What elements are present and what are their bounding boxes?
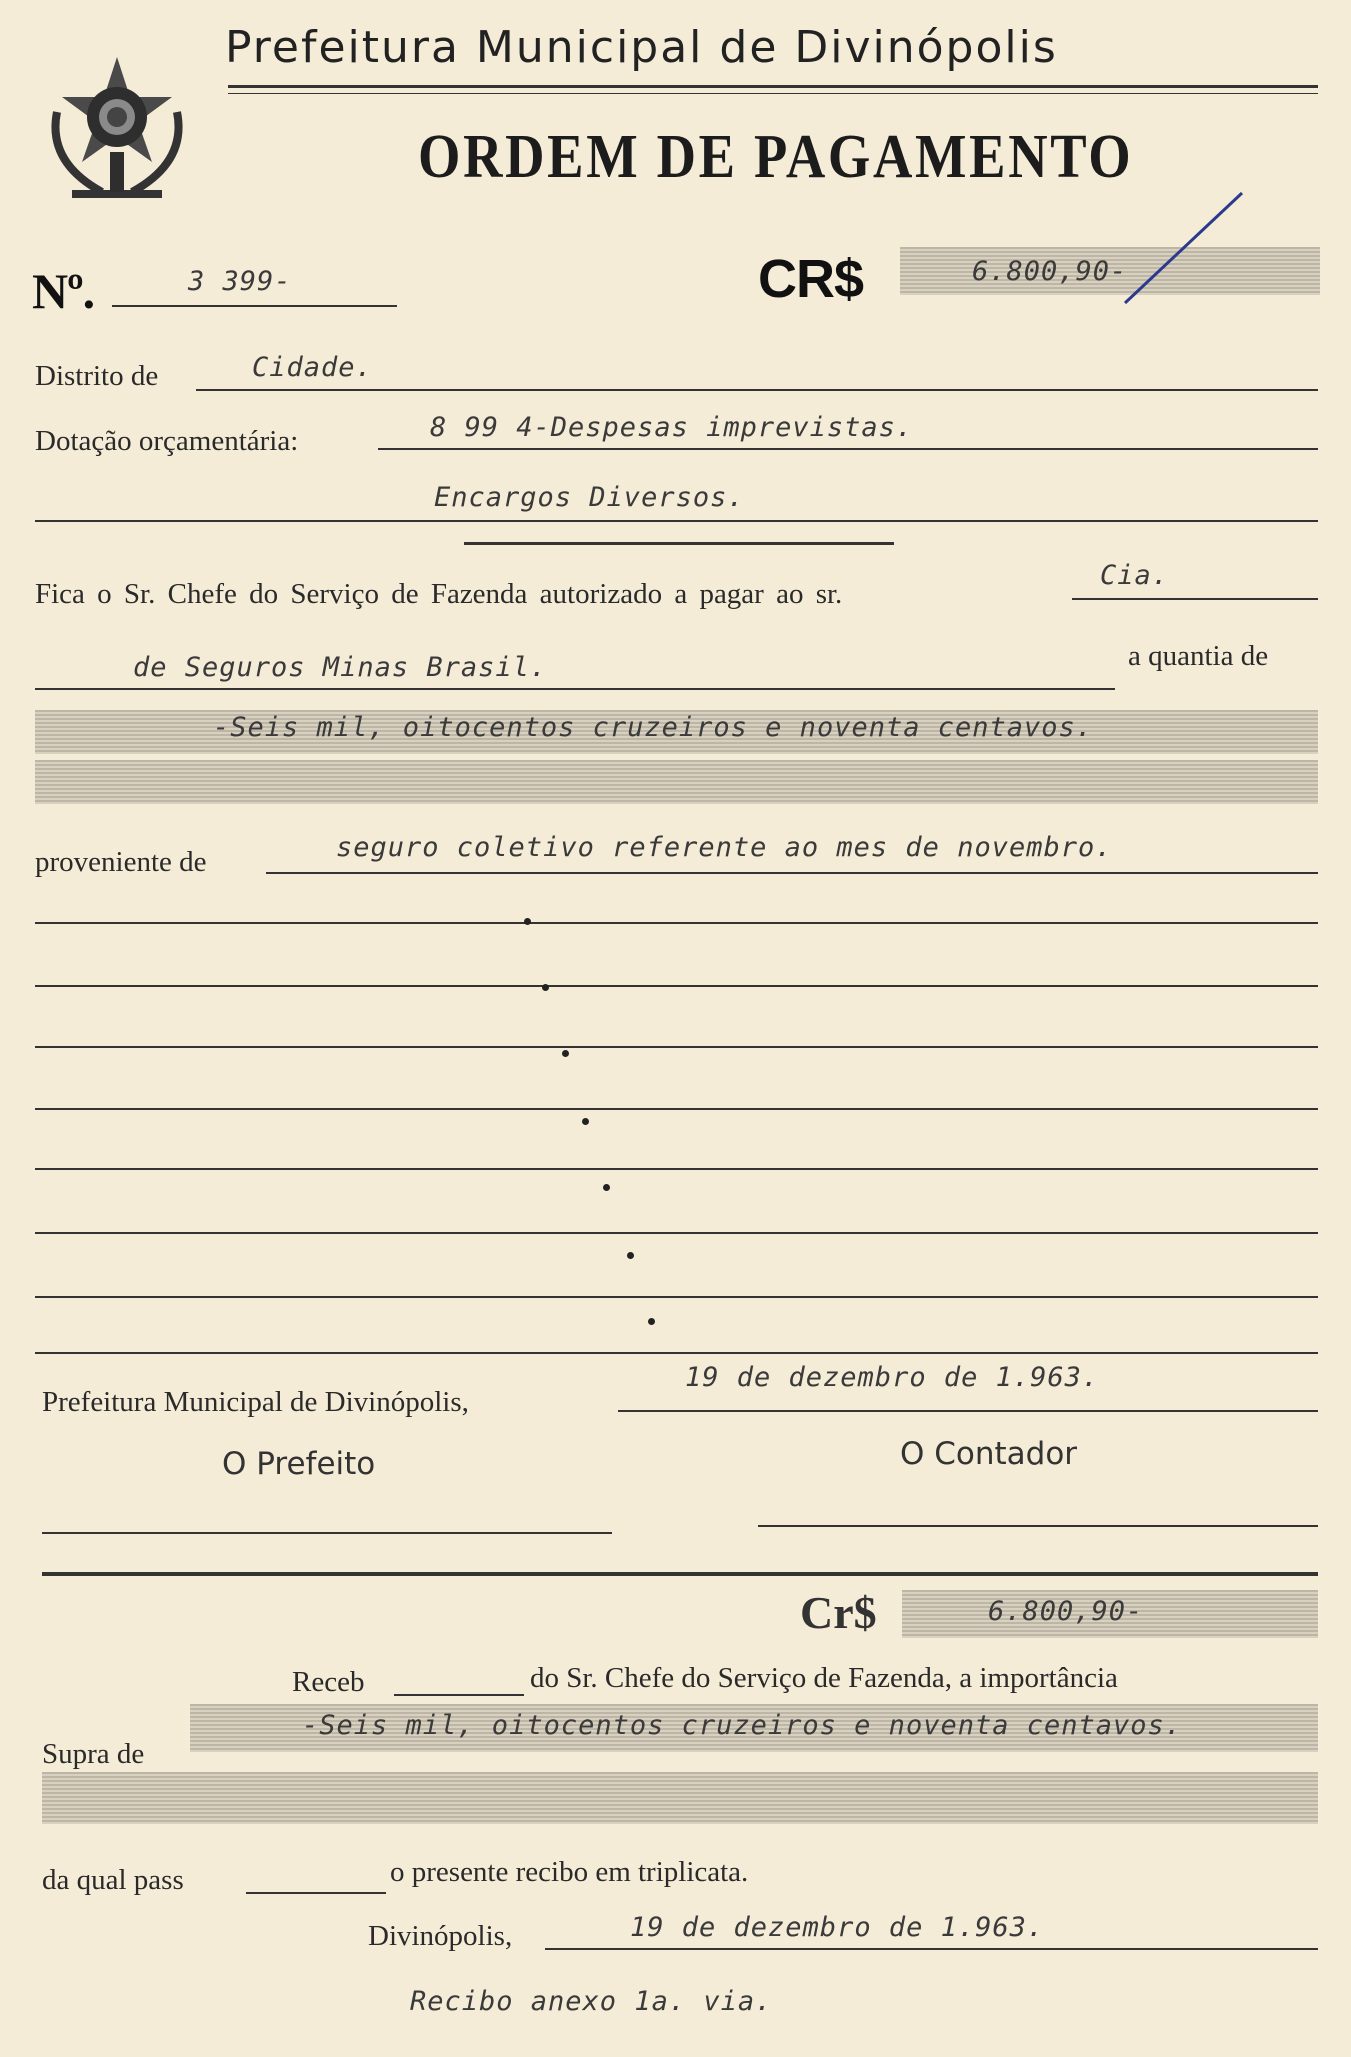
accountant-label: O Contador — [900, 1436, 1078, 1472]
blank-line-2 — [35, 985, 1318, 987]
receipt-amount-words: -Seis mil, oitocentos cruzeiros e noventa centavos. — [302, 1710, 1183, 1741]
strike-dot — [627, 1252, 634, 1259]
mayor-signature-line — [42, 1532, 612, 1534]
currency-label: CR$ — [758, 249, 864, 309]
coat-of-arms-icon — [42, 52, 192, 207]
municipality-header: Prefeitura Municipal de Divinópolis — [225, 22, 1058, 73]
order-number: 3 399- — [188, 266, 292, 297]
amount-words-band-2 — [35, 760, 1318, 804]
district-value: Cidade. — [252, 352, 373, 383]
number-label: Nº. — [32, 263, 95, 319]
accountant-signature-line — [758, 1525, 1318, 1527]
receipt-text: o presente recibo em triplicata. — [390, 1856, 749, 1888]
payee-part-1: Cia. — [1100, 560, 1170, 591]
qual-blank-line — [246, 1892, 386, 1894]
signature-date: 19 de dezembro de 1.963. — [685, 1362, 1100, 1393]
blank-line-7 — [35, 1296, 1318, 1298]
strike-dot — [582, 1118, 589, 1125]
signature-place: Prefeitura Municipal de Divinópolis, — [42, 1386, 469, 1418]
budget-label: Dotação orçamentária: — [35, 425, 299, 457]
strike-dot — [524, 918, 531, 925]
receipt-amount: 6.800,90- — [988, 1596, 1144, 1627]
receipt-words-band-2 — [42, 1772, 1318, 1824]
supra-label: Supra de — [42, 1738, 145, 1770]
order-amount: 6.800,90- — [972, 256, 1128, 287]
receipt-note: Recibo anexo 1a. via. — [410, 1986, 773, 2017]
budget-line-rule-1 — [378, 448, 1318, 450]
blank-line-5 — [35, 1168, 1318, 1170]
amount-label: a quantia de — [1128, 640, 1269, 672]
budget-line-2: Encargos Diversos. — [434, 482, 745, 513]
document-title: ORDEM DE PAGAMENTO — [418, 123, 1134, 191]
payee-part-2: de Seguros Minas Brasil. — [133, 652, 548, 683]
receipt-divider — [42, 1572, 1318, 1576]
strike-dot — [562, 1050, 569, 1057]
district-label: Distrito de — [35, 360, 159, 392]
number-line — [112, 305, 397, 307]
origin-line — [266, 872, 1318, 874]
blank-line-3 — [35, 1046, 1318, 1048]
district-line — [196, 389, 1318, 391]
pen-check-mark — [1120, 188, 1245, 308]
origin-value: seguro coletivo referente ao mes de novembro. — [336, 832, 1113, 863]
origin-label: proveniente de — [35, 846, 207, 878]
received-label: Receb — [292, 1666, 365, 1698]
received-text: do Sr. Chefe do Serviço de Fazenda, a importância — [530, 1662, 1118, 1694]
section-divider — [464, 542, 894, 545]
receipt-place: Divinópolis, — [368, 1920, 513, 1952]
received-blank-line — [394, 1694, 524, 1696]
amount-words: -Seis mil, oitocentos cruzeiros e noventa centavos. — [213, 712, 1094, 743]
strike-dot — [648, 1318, 655, 1325]
blank-line-4 — [35, 1108, 1318, 1110]
qual-label: da qual pass — [42, 1864, 184, 1896]
signature-date-line — [618, 1410, 1318, 1412]
budget-line-1: 8 99 4-Despesas imprevistas. — [430, 412, 914, 443]
blank-line-1 — [35, 922, 1318, 924]
receipt-date: 19 de dezembro de 1.963. — [630, 1912, 1045, 1943]
blank-line-6 — [35, 1232, 1318, 1234]
mayor-label: O Prefeito — [222, 1446, 376, 1482]
budget-line-rule-2 — [35, 520, 1318, 522]
authorization-text: Fica o Sr. Chefe do Serviço de Fazenda autorizado a pagar ao sr. — [35, 578, 843, 610]
strike-dot — [542, 984, 549, 991]
receipt-date-line — [545, 1948, 1318, 1950]
blank-line-8 — [35, 1352, 1318, 1354]
receipt-currency-label: Cr$ — [800, 1587, 877, 1638]
header-rule-thin — [228, 93, 1318, 94]
payee-line-2 — [35, 688, 1115, 690]
payee-line-1 — [1072, 598, 1318, 600]
strike-dot — [603, 1184, 610, 1191]
header-rule — [228, 85, 1318, 88]
